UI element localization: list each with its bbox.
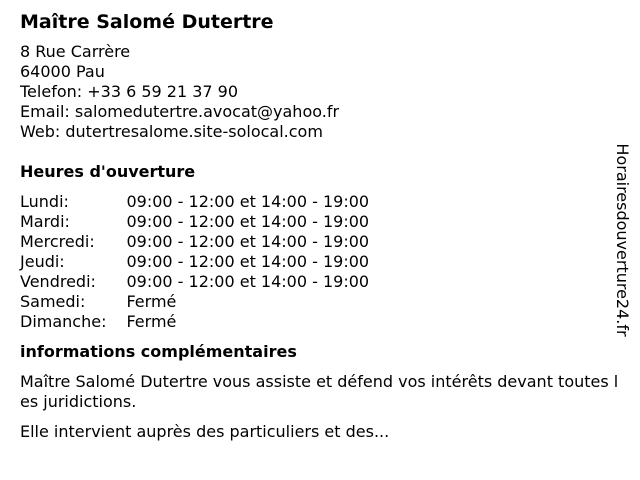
hours-row [20,272,369,292]
hours-row [20,212,369,232]
opening-hours-table [20,192,369,332]
hours-time: 09:00 - 12:00 et 14:00 - 19:00 [126,212,370,231]
website-line: Web: dutertresalome.site-solocal.com [20,122,323,141]
hours-time: Fermé [126,312,177,331]
description-teaser: Elle intervient auprès des particuliers et des... [20,422,390,441]
business-name: Maître Salomé Dutertre [20,11,274,33]
hours-row [20,252,369,272]
hours-row [20,292,369,312]
site-watermark: Horairesdouverture24.fr [613,143,632,337]
hours-row [20,312,369,332]
hours-row [20,192,369,212]
opening-hours-heading: Heures d'ouverture [20,162,196,181]
hours-time: 09:00 - 12:00 et 14:00 - 19:00 [126,232,370,251]
hours-day: Lundi: [20,192,69,211]
hours-day: Mardi: [20,212,70,231]
hours-day: Dimanche: [20,312,107,331]
email-line: Email: salomedutertre.avocat@yahoo.fr [20,102,340,121]
hours-row [20,232,369,252]
address-city: 64000 Pau [20,62,105,81]
business-card [20,10,626,442]
hours-time: 09:00 - 12:00 et 14:00 - 19:00 [126,192,370,211]
hours-day: Mercredi: [20,232,95,251]
hours-day: Samedi: [20,292,86,311]
hours-time: 09:00 - 12:00 et 14:00 - 19:00 [126,252,370,271]
hours-time: 09:00 - 12:00 et 14:00 - 19:00 [126,272,370,291]
phone-line: Telefon: +33 6 59 21 37 90 [20,82,239,101]
hours-day: Jeudi: [20,252,65,271]
description-paragraph: Maître Salomé Dutertre vous assiste et défend vos intérêts devant toutes les juridictions. [20,372,619,411]
hours-time: Fermé [126,292,177,311]
hours-day: Vendredi: [20,272,96,291]
additional-info-heading: informations complémentaires [20,342,297,361]
address-street: 8 Rue Carrère [20,42,131,61]
